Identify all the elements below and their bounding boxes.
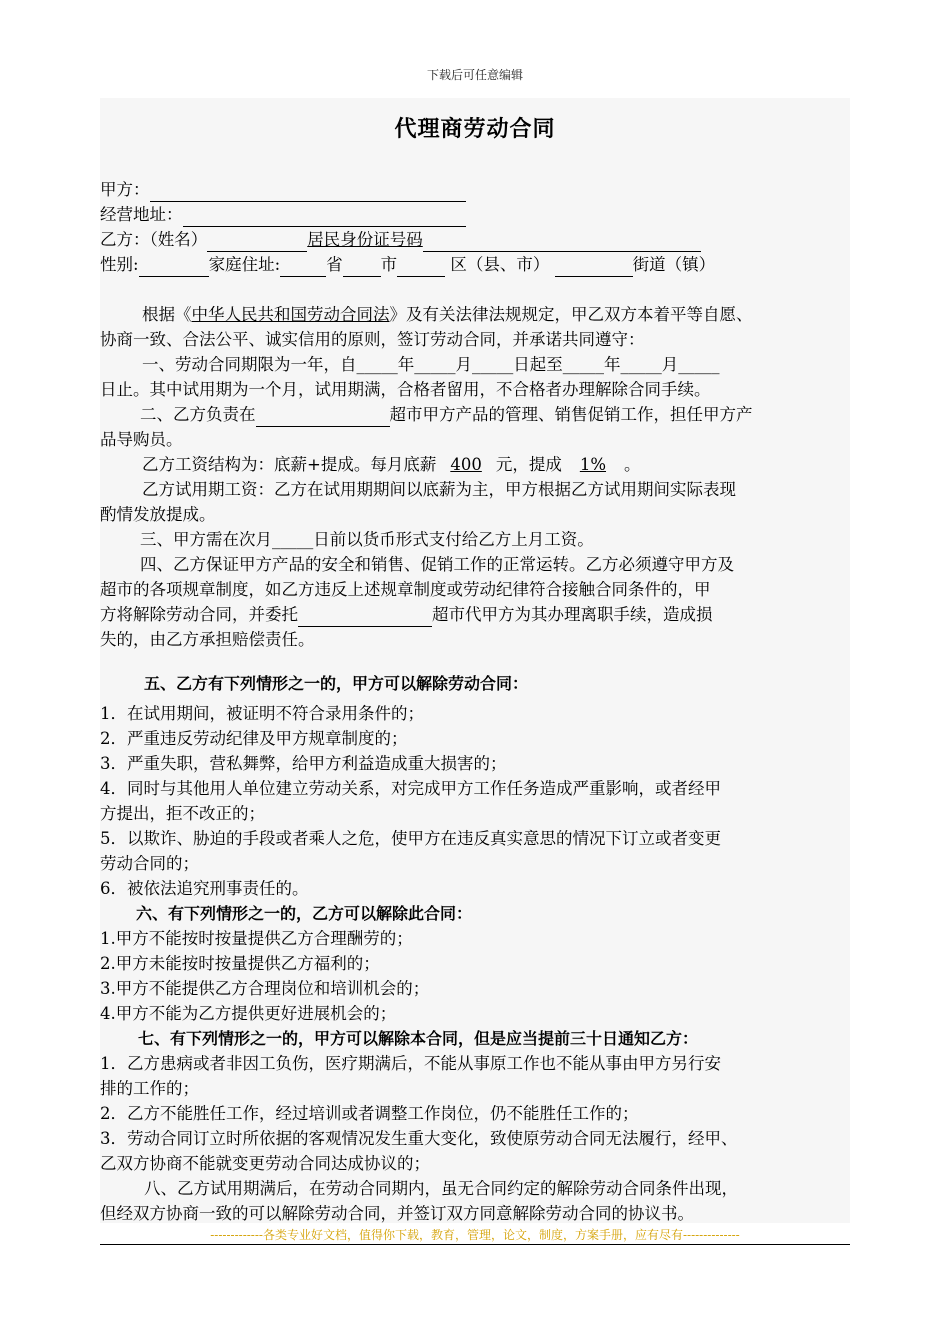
province-label: 省 (326, 255, 343, 274)
s5-item: 6．被依法追究刑事责任的。 (100, 879, 309, 898)
street-label: 街道（镇） (632, 255, 716, 274)
s5-item: 方提出，拒不改正的； (100, 804, 265, 823)
section-6-title: 六、有下列情形之一的，乙方可以解除此合同： (136, 904, 473, 923)
clause-text: 超市甲方产品的管理、销售促销工作，担任甲方产 (389, 405, 753, 424)
clause-8-line-1: 八、乙方试用期满后，在劳动合同期内，虽无合同约定的解除劳动合同条件出现， (144, 1179, 738, 1198)
base-salary-value: 400 (450, 455, 482, 474)
clause-4-line-2: 超市的各项规章制度，如乙方违反上述规章制度或劳动纪律符合接触合同条件的，甲 (100, 580, 711, 599)
s5-item: 2．严重违反劳动纪律及甲方规章制度的； (100, 729, 408, 748)
clause-text: 方将解除劳动合同，并委托 (100, 605, 298, 624)
s7-item: 乙双方协商不能就变更劳动合同达成协议的； (100, 1154, 430, 1173)
s5-item: 4．同时与其他用人单位建立劳动关系，对完成甲方工作任务造成严重影响，或者经甲 (100, 779, 721, 798)
intro-text: 》及有关法律法规规定，甲乙双方本着平等自愿、 (389, 305, 753, 324)
city-label: 市 (380, 255, 398, 274)
s7-item: 排的工作的； (100, 1079, 199, 1098)
city-blank[interactable] (343, 276, 381, 277)
id-label: 居民身份证号码 (307, 230, 423, 249)
clause-4-line-1: 四、乙方保证甲方产品的安全和销售、促销工作的正常运转。乙方必须遵守甲方及 (140, 555, 734, 574)
s7-item: 2．乙方不能胜任工作，经过培训或者调整工作岗位，仍不能胜任工作的； (100, 1104, 639, 1123)
salary-text: 乙方工资结构为：底薪+提成。每月底薪 (142, 455, 437, 474)
clause-text: 月 (455, 355, 472, 374)
clause-text: 年 (604, 355, 621, 374)
clause-2-line-1 (100, 403, 860, 427)
salary-text: 。 (624, 455, 641, 474)
clause-4-line-3 (100, 603, 860, 627)
section-7-title: 七、有下列情形之一的，甲方可以解除本合同，但是应当提前三十日通知乙方： (138, 1029, 699, 1048)
salary-text: 元，提成 (495, 455, 562, 474)
clause-8-line-2: 但经双方协商一致的可以解除劳动合同，并签订双方同意解除劳动合同的协议书。 (100, 1204, 694, 1223)
s6-item: 4.甲方不能为乙方提供更好进展机会的； (100, 1004, 397, 1023)
s7-item: 3．劳动合同订立时所依据的客观情况发生重大变化，致使原劳动合同无法履行，经甲、 (100, 1129, 738, 1148)
party-b-row (100, 228, 860, 252)
address-row (100, 203, 860, 227)
clause-text: 年 (397, 355, 415, 374)
clause-2-line-2: 品导购员。 (100, 430, 183, 449)
s6-item: 2.甲方未能按时按量提供乙方福利的； (100, 954, 380, 973)
id-number-blank[interactable] (423, 251, 701, 252)
clause-4-line-4: 失的，由乙方承担赔偿责任。 (100, 630, 315, 649)
clause-text: 超市代甲方为其办理离职手续，造成损 (432, 605, 713, 624)
district-blank[interactable] (397, 276, 445, 277)
footer-divider (100, 1244, 850, 1245)
section-5-title: 五、乙方有下列情形之一的，甲方可以解除劳动合同： (144, 674, 529, 693)
commission-rate-value: 1% (579, 455, 607, 474)
address-label: 经营地址： (100, 205, 183, 224)
start-day-blank[interactable]: _____ (472, 355, 514, 374)
intro-line-2: 协商一致、合法公平、诚实信用的原则，签订劳动合同，并承诺共同遵守： (100, 330, 645, 349)
supermarket-blank[interactable] (256, 426, 390, 427)
clause-text: 三、甲方需在次月 (140, 530, 272, 549)
s7-item: 1．乙方患病或者非因工负伤，医疗期满后，不能从事原工作也不能从事由甲方另行安 (100, 1054, 721, 1073)
party-b-label: 乙方：（姓名） (100, 230, 208, 249)
home-address-label: 家庭住址: (208, 255, 281, 274)
clause-text: 二、乙方负责在 (140, 405, 256, 424)
download-note: 下载后可任意编辑 (426, 68, 523, 82)
clause-text: 日起至 (513, 355, 563, 374)
party-b-name-blank[interactable] (207, 251, 307, 252)
start-month-blank[interactable]: _____ (414, 355, 456, 374)
gender-blank[interactable] (139, 276, 209, 277)
clause-text: 月 (661, 355, 679, 374)
gender-address-row (100, 253, 860, 277)
s5-item: 3．严重失职，营私舞弊，给甲方利益造成重大损害的； (100, 754, 507, 773)
party-a-row (100, 178, 860, 202)
clause-text: 日前以货币形式支付给乙方上月工资。 (313, 530, 594, 549)
end-month-blank[interactable]: _____ (620, 355, 662, 374)
clause-1-line-2: 日止。其中试用期为一个月，试用期满，合格者留用，不合格者办理解除合同手续。 (100, 380, 711, 399)
end-day-blank[interactable]: _____ (678, 355, 720, 374)
s6-item: 1.甲方不能按时按量提供乙方合理酬劳的； (100, 929, 413, 948)
province-blank[interactable] (280, 276, 326, 277)
street-blank[interactable] (555, 276, 633, 277)
intro-line-1 (100, 303, 860, 327)
document-title: 代理商劳动合同 (394, 117, 556, 142)
footer-promo-text: -------------各类专业好文档，值得你下载，教育，管理，论文，制度，方案手册，应有尽有-------------- (210, 1228, 740, 1242)
pay-day-blank[interactable]: _____ (272, 530, 314, 549)
gender-label: 性别: (100, 255, 139, 274)
s5-item: 5．以欺诈、胁迫的手段或者乘人之危，使甲方在违反真实意思的情况下订立或者变更 (100, 829, 721, 848)
s6-item: 3.甲方不能提供乙方合理岗位和培训机会的； (100, 979, 430, 998)
party-a-blank[interactable] (150, 201, 466, 202)
law-name: 中华人民共和国劳动合同法 (191, 305, 390, 324)
end-year-blank[interactable]: _____ (562, 355, 604, 374)
salary-line (100, 453, 860, 477)
trial-line-2: 酌情发放提成。 (100, 505, 216, 524)
s5-item: 劳动合同的； (100, 854, 199, 873)
trial-line-1: 乙方试用期工资：乙方在试用期期间以底薪为主，甲方根据乙方试用期间实际表现 (142, 480, 736, 499)
clause-text: 一、劳动合同期限为一年，自 (142, 355, 357, 374)
supermarket-blank-2[interactable] (298, 626, 432, 627)
clause-3-line (100, 528, 860, 552)
intro-text: 根据《 (142, 305, 192, 324)
party-a-label: 甲方： (100, 180, 150, 199)
district-label: 区（县、市） (450, 255, 550, 274)
s5-item: 1．在试用期间，被证明不符合录用条件的； (100, 704, 424, 723)
clause-1-line-1 (100, 353, 860, 377)
start-year-blank[interactable]: _____ (356, 355, 398, 374)
address-blank[interactable] (183, 226, 466, 227)
